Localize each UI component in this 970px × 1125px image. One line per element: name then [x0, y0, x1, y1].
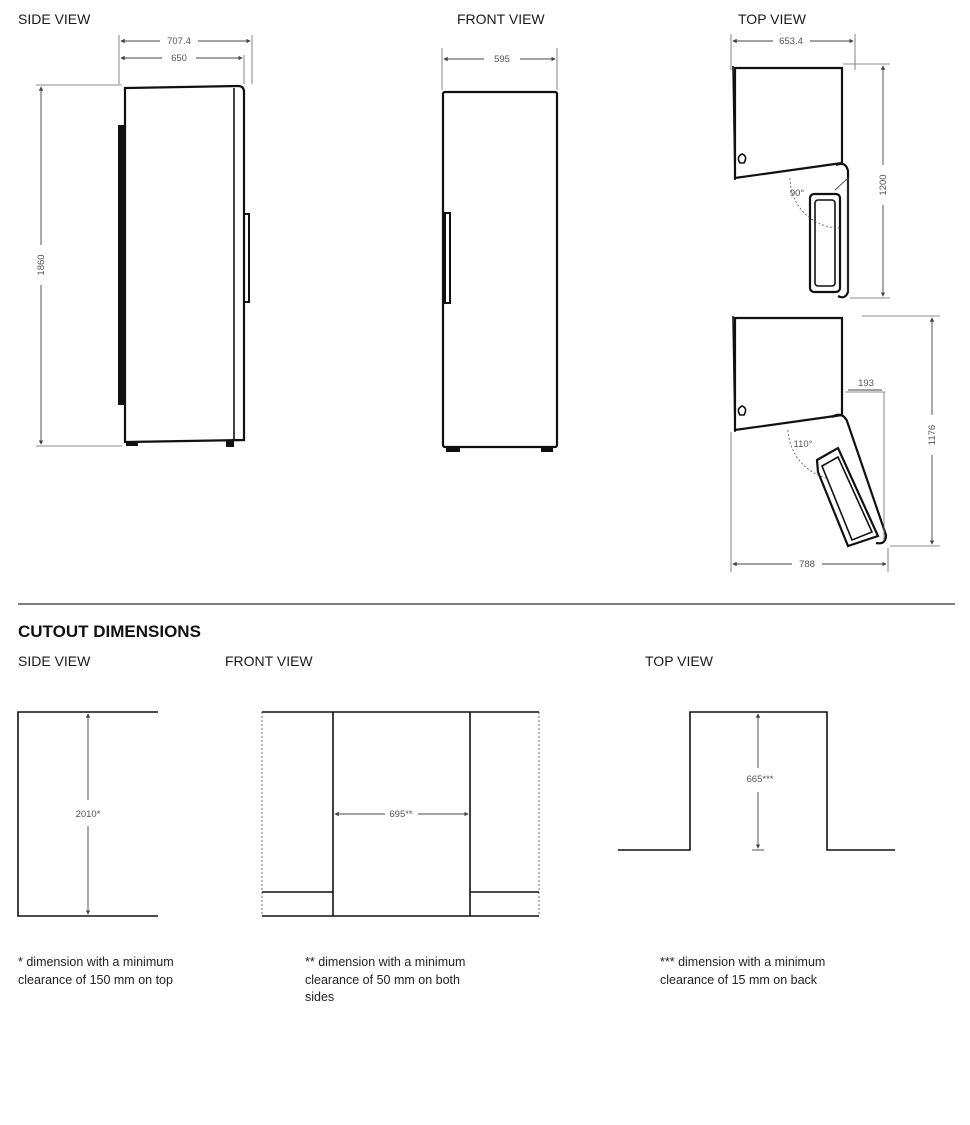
dimension-side-depth-body	[121, 53, 242, 64]
note1-line2: clearance of 150 mm on top	[18, 973, 173, 987]
footnote-2	[305, 955, 465, 1004]
note2-line2: clearance of 50 mm on both	[305, 973, 460, 987]
front-view-title: FRONT VIEW	[457, 11, 545, 27]
dim-193-label: 193	[858, 378, 874, 389]
cutout-heading: CUTOUT DIMENSIONS	[18, 622, 201, 641]
fridge-front-handle	[445, 213, 450, 303]
cutout-front-view	[225, 653, 539, 916]
cutout-side-view	[18, 653, 158, 916]
angle-110-label: 110°	[793, 439, 813, 450]
dim-1860-label: 1860	[36, 254, 47, 276]
dim-595-label: 595	[494, 54, 510, 65]
dim-707-label: 707.4	[167, 36, 191, 47]
top-view-door-90	[733, 64, 890, 298]
footnote-1	[18, 955, 174, 987]
side-view-title: SIDE VIEW	[18, 11, 91, 27]
dim-665-label: 665***	[746, 774, 774, 785]
dimension-top-depth	[733, 36, 853, 47]
side-view	[18, 11, 252, 447]
dim-2010-label: 2010*	[75, 809, 101, 820]
cutout-side-title: SIDE VIEW	[18, 653, 91, 669]
fridge-side-handle	[244, 214, 249, 302]
note3-line1: *** dimension with a minimum	[660, 955, 826, 969]
note3-line2: clearance of 15 mm on back	[660, 973, 818, 987]
dim-650-label: 650	[171, 53, 187, 64]
dimension-front-width	[444, 54, 555, 65]
top-view	[731, 11, 940, 572]
dim-1176-label: 1176	[927, 424, 938, 446]
cutout-top-title: TOP VIEW	[645, 653, 713, 669]
fridge-side-body	[125, 86, 244, 442]
footnote-3	[660, 955, 825, 987]
front-view	[442, 11, 557, 452]
dim-695-label: 695**	[389, 809, 413, 820]
top-view-title: TOP VIEW	[738, 11, 806, 27]
dim-1200-label: 1200	[878, 174, 889, 196]
dim-6534-label: 653.4	[779, 36, 803, 47]
cutout-top-view	[618, 653, 895, 850]
cutout-front-title: FRONT VIEW	[225, 653, 313, 669]
fridge-front-body	[443, 92, 557, 447]
dimension-side-depth-total	[121, 36, 250, 47]
dimension-side-height	[36, 87, 47, 444]
note2-line3: sides	[305, 990, 335, 1004]
note2-line1: ** dimension with a minimum	[305, 955, 466, 969]
top-view-door-110	[731, 316, 940, 572]
note1-line1: * dimension with a minimum	[18, 955, 174, 969]
fridge-side-back-coil	[118, 125, 124, 405]
angle-90-label: 90°	[789, 188, 805, 199]
dim-788-label: 788	[799, 559, 815, 570]
